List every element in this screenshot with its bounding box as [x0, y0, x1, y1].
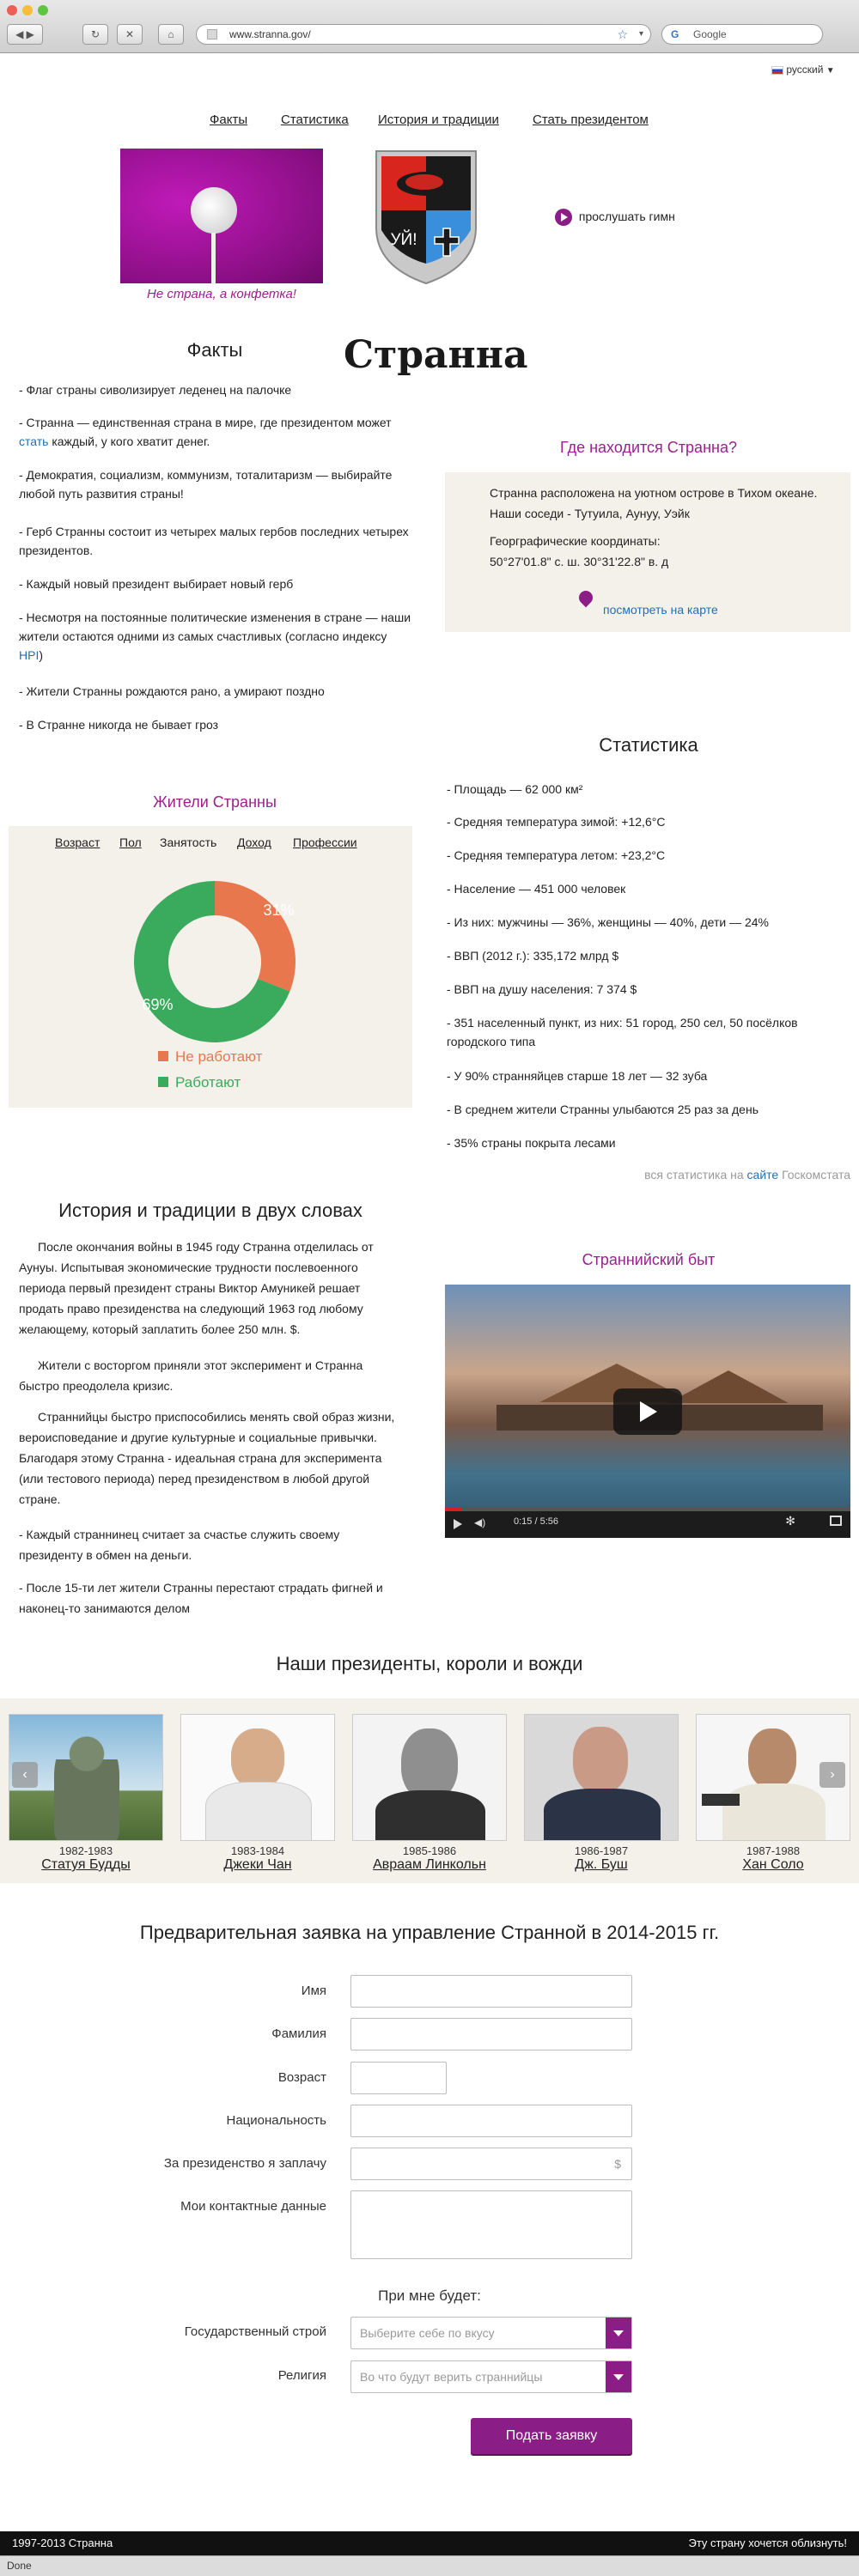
fact-item: - Каждый новый президент выбирает новый герб [19, 577, 294, 591]
president-years: 1982-1983 [58, 1844, 113, 1857]
stat-item: - У 90% странняйцев старше 18 лет — 32 зуба [447, 1069, 708, 1083]
stat-item: - Средняя температура летом: +23,2°C [447, 848, 666, 862]
president-card[interactable] [524, 1714, 679, 1886]
stat-item: - Из них: мужчины — 36%, женщины — 40%, дети — 24% [447, 915, 770, 929]
religion-select[interactable] [350, 2360, 632, 2393]
currency-symbol: $ [614, 2157, 621, 2171]
lincoln-photo [352, 1714, 507, 1841]
nationality-label: Национальность [226, 2113, 326, 2128]
video-progress-fill [445, 1507, 461, 1511]
fact-item: - Флаг страны сиволизирует леденец на палочке [19, 383, 292, 397]
video-hut-roof [668, 1370, 789, 1403]
first-name-input[interactable] [350, 1975, 632, 2008]
presidents-title: Наши президенты, короли и вожди [276, 1653, 583, 1674]
location-title: Где находится Странна? [560, 439, 737, 456]
fact-item: - В Странне никогда не бывает гроз [19, 718, 219, 732]
form-title: Предварительная заявка на управление Странной в 2014-2015 гг. [139, 1922, 720, 1943]
history-title: История и традиции в двух словах [58, 1200, 362, 1221]
religion-dropdown-button[interactable] [606, 2361, 631, 2392]
president-card[interactable] [352, 1714, 507, 1886]
legend-not-working [158, 1048, 262, 1066]
fact-item: - Герб Странны состоит из четырех малых гербов последних четырех президентов. [19, 525, 409, 557]
location-text: Странна расположена на уютном острове в Тихом океане. Наши соседи - Тутуила, Аунуу, Уэйк [490, 486, 818, 520]
browser-status-bar [0, 2555, 859, 2576]
stat-item: - Площадь — 62 000 км² [447, 782, 583, 796]
stop-icon: ✕ [125, 28, 135, 40]
will-have-label: При мне будет: [378, 2287, 481, 2304]
back-arrow-icon: ◀ ▶ [15, 28, 34, 40]
tab-professions[interactable]: Профессии [293, 835, 357, 849]
fact-item: - Жители Странны рождаются рано, а умирают поздно [19, 684, 325, 698]
chevron-right-icon: › [830, 1767, 835, 1782]
stat-item: - В среднем жители Странны улыбаются 25 раз за день [447, 1103, 758, 1116]
russia-flag-icon [771, 66, 783, 75]
language-selector[interactable] [771, 64, 835, 76]
president-card[interactable] [180, 1714, 335, 1886]
nav-history[interactable]: История и традиции [378, 112, 499, 127]
minimize-window-button[interactable] [22, 5, 33, 15]
donut-slice-not-working [215, 881, 295, 992]
stat-item: - 35% страны покрыта лесами [447, 1136, 616, 1150]
stat-item: - Средняя температура зимой: +12,6°C [447, 815, 666, 829]
hpi-link[interactable]: HPI [19, 648, 40, 662]
location-box [445, 472, 850, 632]
coords-label: Георграфические координаты: [490, 534, 661, 548]
url-text: www.stranna.gov/ [229, 28, 311, 40]
search-bar[interactable] [661, 24, 823, 45]
address-bar[interactable] [196, 24, 651, 45]
salary-label: За президенство я заплачу [163, 2156, 326, 2171]
footer-slogan: Эту страну хочется облизнуть! [688, 2537, 847, 2549]
donut-label: 69% [142, 995, 174, 1013]
president-name[interactable]: Хан Соло [742, 1857, 804, 1872]
government-select[interactable] [350, 2317, 632, 2349]
country-flag [120, 149, 323, 283]
religion-placeholder: Во что будут верить страннийцы [360, 2370, 543, 2384]
statistics-footer: вся статистика на сайте Госкомстата [644, 1168, 850, 1182]
stat-item: - ВВП на душу населения: 7 374 $ [447, 982, 637, 996]
settings-icon[interactable]: ✻ [785, 1514, 795, 1528]
president-name[interactable]: Статуя Будды [41, 1857, 131, 1872]
become-link[interactable]: стать [19, 434, 49, 448]
president-card[interactable] [696, 1714, 850, 1886]
legend-swatch [158, 1077, 168, 1087]
play-icon[interactable] [555, 209, 572, 226]
play-icon [640, 1401, 657, 1422]
history-paragraph: - Каждый страннинец считает за счастье служить своему президенту в обмен на деньги. [19, 1528, 340, 1562]
chevron-down-icon: ▼ [825, 66, 835, 76]
search-placeholder: Google [693, 28, 727, 40]
government-placeholder: Выберите себе по вкусу [360, 2326, 495, 2340]
anthem-player[interactable] [555, 209, 675, 226]
last-name-label: Фамилия [271, 2026, 326, 2041]
government-label: Государственный строй [184, 2324, 326, 2339]
goskomstat-link[interactable]: сайте [746, 1168, 779, 1182]
president-card[interactable] [9, 1714, 163, 1886]
video-play-button[interactable] [613, 1388, 682, 1435]
tab-employment[interactable]: Занятость [160, 835, 217, 849]
video-play-small-icon[interactable] [454, 1519, 462, 1529]
footer-copyright: 1997-2013 Странна [12, 2537, 113, 2549]
url-dropdown-icon[interactable]: ▾ [638, 29, 643, 39]
flag-caption: Не страна, а конфетка! [147, 287, 296, 301]
president-years: 1987-1988 [746, 1844, 801, 1857]
life-title: Страннийский быт [582, 1251, 716, 1268]
browser-toolbar [0, 0, 859, 53]
video-player[interactable] [445, 1285, 850, 1538]
president-name[interactable]: Авраам Линкольн [373, 1857, 486, 1872]
president-years: 1986-1987 [574, 1844, 629, 1857]
reload-icon: ↻ [90, 28, 101, 40]
video-time: 0:15 / 5:56 [514, 1516, 558, 1527]
bookmark-star-icon[interactable]: ☆ [617, 27, 628, 41]
zoom-window-button[interactable] [38, 5, 48, 15]
employment-donut-chart [129, 876, 301, 1048]
coat-of-arms [371, 146, 481, 288]
tab-income[interactable]: Доход [237, 835, 271, 849]
jackie-chan-photo [180, 1714, 335, 1841]
google-icon: G [671, 28, 679, 40]
lollipop-stick [211, 233, 216, 284]
language-label: русский [786, 64, 824, 76]
donut-label: 31% [263, 902, 295, 920]
nav-facts[interactable]: Факты [210, 112, 248, 127]
religion-label: Религия [277, 2368, 326, 2383]
site-footer [0, 2531, 859, 2555]
nav-become-president[interactable]: Стать президентом [533, 112, 649, 127]
legend-label: Не работают [175, 1048, 263, 1065]
legend-working [158, 1074, 241, 1091]
residents-title: Жители Странны [153, 793, 277, 811]
history-paragraph: Жители с восторгом приняли этот эксперимент и Странна быстро преодолела кризис. [19, 1358, 363, 1393]
close-window-button[interactable] [7, 5, 17, 15]
stat-item: - Население — 451 000 человек [447, 882, 626, 896]
submit-button[interactable]: Подать заявку [471, 2418, 632, 2454]
tab-gender[interactable]: Пол [119, 835, 142, 849]
legend-label: Работают [175, 1074, 241, 1091]
map-pin-icon [576, 588, 596, 608]
contacts-textarea[interactable] [350, 2190, 632, 2259]
first-name-label: Имя [301, 1984, 326, 1998]
fullscreen-icon[interactable] [830, 1516, 842, 1526]
home-icon: ⌂ [168, 28, 174, 40]
tab-age[interactable]: Возраст [55, 835, 101, 849]
last-name-input[interactable] [350, 2018, 632, 2050]
back-button[interactable] [7, 24, 43, 45]
government-dropdown-button[interactable] [606, 2318, 631, 2348]
age-label: Возраст [277, 2070, 326, 2085]
chevron-left-icon: ‹ [22, 1767, 27, 1782]
contacts-label: Мои контактные данные [180, 2199, 326, 2214]
stat-item: - ВВП (2012 г.): 335,172 млрд $ [447, 949, 619, 963]
carousel-next-button[interactable] [819, 1762, 845, 1788]
nationality-input[interactable] [350, 2105, 632, 2137]
president-name[interactable]: Джеки Чан [223, 1857, 292, 1872]
fact-item: - Несмотря на постоянные политические изменения в стране — наши жители остаются одними из самых счастливых (согласно индексу HPI) [19, 611, 411, 662]
statistics-title: Статистика [599, 734, 698, 756]
president-years: 1985-1986 [402, 1844, 457, 1857]
status-text: Done [7, 2560, 32, 2572]
video-controls [445, 1507, 850, 1538]
map-link[interactable]: посмотреть на карте [603, 603, 718, 617]
coords-value: 50°27'01.8" с. ш. 30°31'22.8" в. д [490, 555, 669, 568]
president-years: 1983-1984 [230, 1844, 285, 1857]
facts-title: Факты [186, 339, 243, 361]
age-input[interactable] [350, 2062, 447, 2094]
salary-input[interactable] [350, 2148, 632, 2180]
page-title: Странна [344, 333, 528, 377]
carousel-prev-button[interactable] [12, 1762, 38, 1788]
stat-item: - 351 населенный пункт, из них: 51 город, 250 сел, 50 посёлков городского типа [447, 1016, 798, 1048]
home-button[interactable] [158, 24, 184, 45]
reload-button[interactable] [82, 24, 108, 45]
coat-text: УЙ! [390, 231, 417, 249]
history-paragraph: После окончания войны в 1945 году Странна отделилась от Аунуы. Испытывая экономические трудности послевоенного периода первый президент страны Виктор Амуникей решает продать право президенства на следующий 1963 год любому желающему, который заплатить более 250 млн. $. [19, 1240, 374, 1336]
volume-icon[interactable]: ◀) [474, 1516, 486, 1528]
fact-item: - Демократия, социализм, коммунизм, тоталитаризм — выбирайте любой путь развития страны! [19, 468, 393, 501]
bush-photo [524, 1714, 679, 1841]
lollipop-candy [191, 187, 237, 234]
legend-swatch [158, 1051, 168, 1061]
president-name[interactable]: Дж. Буш [575, 1857, 628, 1872]
nav-statistics[interactable]: Статистика [281, 112, 349, 127]
anthem-link[interactable]: прослушать гимн [578, 209, 675, 223]
stop-button[interactable] [117, 24, 143, 45]
history-paragraph: - После 15-ти лет жители Странны перестают страдать фигней и наконец-то занимаются делом [19, 1581, 383, 1615]
page-icon [207, 29, 217, 39]
history-paragraph: Страннийцы быстро приспособились менять свой образ жизни, вероисповедание и другие культурные и социальные привычки. Благодаря этому Странна - идеальная страна для эксперимента (или тестового периода) перед президенством в любой другой стране. [19, 1410, 395, 1506]
video-progress-bar[interactable] [445, 1507, 850, 1511]
fact-item: - Странна — единственная страна в мире, где президентом может стать каждый, у кого хватит денег. [19, 416, 392, 448]
